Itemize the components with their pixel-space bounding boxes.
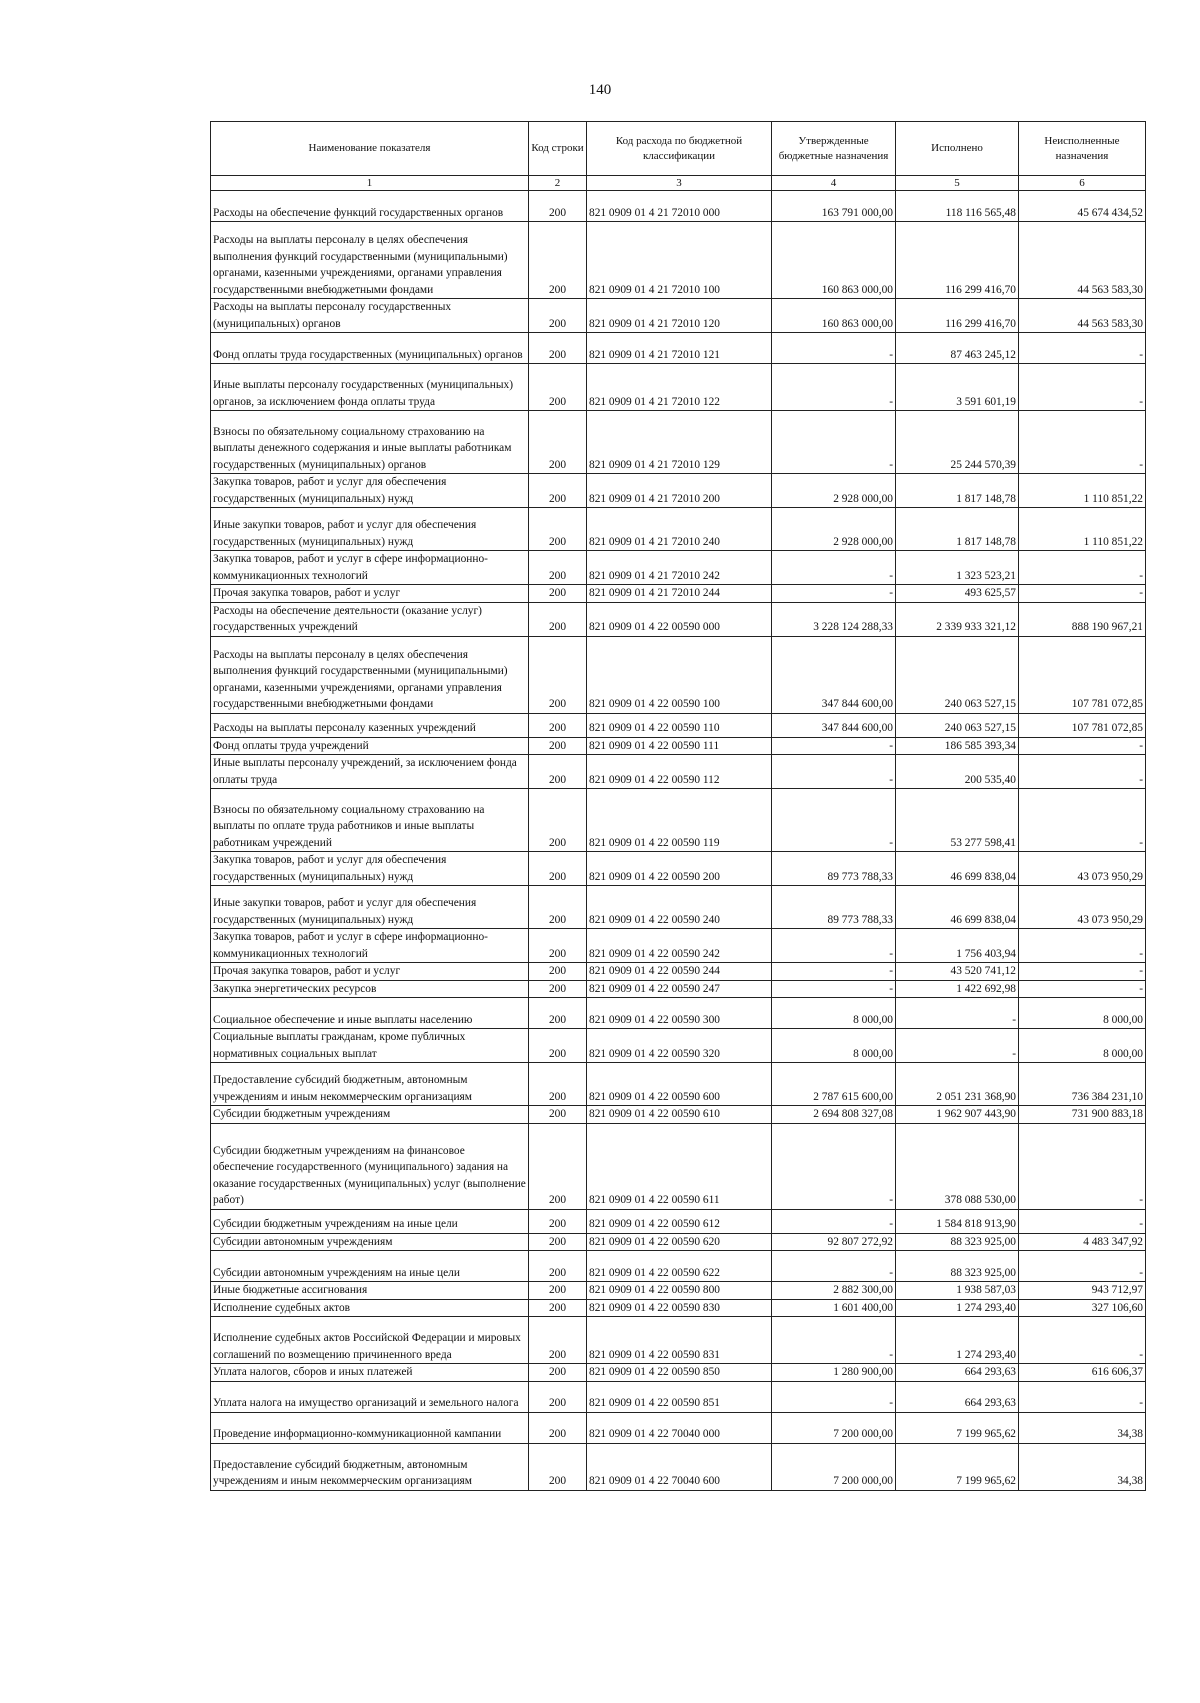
row-unexecuted-amount: - xyxy=(1019,585,1146,603)
row-approved-amount: - xyxy=(772,1209,896,1233)
table-row xyxy=(211,1317,1146,1364)
row-name: Взносы по обязательному социальному страхованию на выплаты по оплате труда работников и иные выплаты работникам учреждений xyxy=(211,789,529,852)
table-row xyxy=(211,1251,1146,1282)
row-name: Взносы по обязательному социальному страхованию на выплаты денежного содержания и иные выплаты работникам государственных (муниципальных) органов xyxy=(211,411,529,474)
row-name: Иные выплаты персоналу государственных (муниципальных) органов, за исключением фонда оплаты труда xyxy=(211,364,529,411)
row-line-code: 200 xyxy=(529,755,587,789)
row-line-code: 200 xyxy=(529,998,587,1029)
row-name: Фонд оплаты труда государственных (муниципальных) органов xyxy=(211,333,529,364)
row-name: Закупка товаров, работ и услуг в сфере информационно-коммуникационных технологий xyxy=(211,929,529,963)
table-row xyxy=(211,1364,1146,1382)
row-line-code: 200 xyxy=(529,1412,587,1443)
row-unexecuted-amount: 34,38 xyxy=(1019,1412,1146,1443)
row-unexecuted-amount: 1 110 851,22 xyxy=(1019,474,1146,508)
row-executed-amount: 46 699 838,04 xyxy=(896,852,1019,886)
row-unexecuted-amount: - xyxy=(1019,1123,1146,1209)
row-unexecuted-amount: - xyxy=(1019,737,1146,755)
row-unexecuted-amount: - xyxy=(1019,1251,1146,1282)
row-executed-amount: - xyxy=(896,1029,1019,1063)
row-budget-code: 821 0909 01 4 22 00590 200 xyxy=(587,852,772,886)
table-row xyxy=(211,411,1146,474)
table-row xyxy=(211,980,1146,998)
row-name: Фонд оплаты труда учреждений xyxy=(211,737,529,755)
row-executed-amount: 240 063 527,15 xyxy=(896,713,1019,737)
row-unexecuted-amount: - xyxy=(1019,789,1146,852)
row-executed-amount: 1 756 403,94 xyxy=(896,929,1019,963)
row-line-code: 200 xyxy=(529,636,587,713)
row-unexecuted-amount: - xyxy=(1019,551,1146,585)
row-line-code: 200 xyxy=(529,585,587,603)
row-line-code: 200 xyxy=(529,1282,587,1300)
table-row xyxy=(211,852,1146,886)
row-unexecuted-amount: 34,38 xyxy=(1019,1443,1146,1490)
row-budget-code: 821 0909 01 4 21 72010 122 xyxy=(587,364,772,411)
row-line-code: 200 xyxy=(529,713,587,737)
row-name: Иные бюджетные ассигнования xyxy=(211,1282,529,1300)
expenditure-table xyxy=(210,121,1146,1491)
row-executed-amount: 1 584 818 913,90 xyxy=(896,1209,1019,1233)
row-budget-code: 821 0909 01 4 22 00590 610 xyxy=(587,1106,772,1124)
row-unexecuted-amount: 107 781 072,85 xyxy=(1019,636,1146,713)
row-unexecuted-amount: - xyxy=(1019,929,1146,963)
row-name: Прочая закупка товаров, работ и услуг xyxy=(211,963,529,981)
header-name: Наименование показателя xyxy=(211,122,529,176)
row-name: Предоставление субсидий бюджетным, автономным учреждениям и иным некоммерческим организациям xyxy=(211,1443,529,1490)
row-budget-code: 821 0909 01 4 22 00590 851 xyxy=(587,1381,772,1412)
row-executed-amount: 7 199 965,62 xyxy=(896,1412,1019,1443)
row-unexecuted-amount: 943 712,97 xyxy=(1019,1282,1146,1300)
row-approved-amount: 2 694 808 327,08 xyxy=(772,1106,896,1124)
row-approved-amount: 89 773 788,33 xyxy=(772,886,896,929)
row-line-code: 200 xyxy=(529,886,587,929)
table-row xyxy=(211,737,1146,755)
row-line-code: 200 xyxy=(529,1299,587,1317)
row-approved-amount: 347 844 600,00 xyxy=(772,636,896,713)
table-row xyxy=(211,1106,1146,1124)
row-budget-code: 821 0909 01 4 22 00590 611 xyxy=(587,1123,772,1209)
row-approved-amount: - xyxy=(772,789,896,852)
row-name: Прочая закупка товаров, работ и услуг xyxy=(211,585,529,603)
row-name: Социальные выплаты гражданам, кроме публичных нормативных социальных выплат xyxy=(211,1029,529,1063)
row-name: Исполнение судебных актов xyxy=(211,1299,529,1317)
row-executed-amount: 3 591 601,19 xyxy=(896,364,1019,411)
row-budget-code: 821 0909 01 4 21 72010 242 xyxy=(587,551,772,585)
row-line-code: 200 xyxy=(529,1233,587,1251)
row-approved-amount: 1 601 400,00 xyxy=(772,1299,896,1317)
table-row xyxy=(211,1209,1146,1233)
row-executed-amount: 116 299 416,70 xyxy=(896,299,1019,333)
row-budget-code: 821 0909 01 4 22 00590 000 xyxy=(587,602,772,636)
row-name: Иные закупки товаров, работ и услуг для обеспечения государственных (муниципальных) нужд xyxy=(211,508,529,551)
row-budget-code: 821 0909 01 4 22 00590 622 xyxy=(587,1251,772,1282)
row-approved-amount: - xyxy=(772,364,896,411)
row-approved-amount: 2 928 000,00 xyxy=(772,474,896,508)
row-line-code: 200 xyxy=(529,1063,587,1106)
row-approved-amount: - xyxy=(772,1381,896,1412)
table-body xyxy=(211,191,1146,1491)
row-unexecuted-amount: - xyxy=(1019,963,1146,981)
row-unexecuted-amount: 888 190 967,21 xyxy=(1019,602,1146,636)
row-name: Субсидии автономным учреждениям на иные цели xyxy=(211,1251,529,1282)
row-budget-code: 821 0909 01 4 22 00590 620 xyxy=(587,1233,772,1251)
table-row xyxy=(211,333,1146,364)
row-line-code: 200 xyxy=(529,411,587,474)
row-executed-amount: 53 277 598,41 xyxy=(896,789,1019,852)
row-executed-amount: 1 938 587,03 xyxy=(896,1282,1019,1300)
table-row xyxy=(211,1029,1146,1063)
row-line-code: 200 xyxy=(529,1364,587,1382)
row-executed-amount: 88 323 925,00 xyxy=(896,1233,1019,1251)
row-unexecuted-amount: 45 674 434,52 xyxy=(1019,191,1146,222)
row-approved-amount: 160 863 000,00 xyxy=(772,299,896,333)
row-budget-code: 821 0909 01 4 21 72010 120 xyxy=(587,299,772,333)
column-number: 3 xyxy=(587,176,772,191)
row-executed-amount: 88 323 925,00 xyxy=(896,1251,1019,1282)
row-budget-code: 821 0909 01 4 22 00590 112 xyxy=(587,755,772,789)
row-approved-amount: 92 807 272,92 xyxy=(772,1233,896,1251)
row-name: Уплата налога на имущество организаций и земельного налога xyxy=(211,1381,529,1412)
row-line-code: 200 xyxy=(529,508,587,551)
row-budget-code: 821 0909 01 4 22 00590 850 xyxy=(587,1364,772,1382)
row-unexecuted-amount: - xyxy=(1019,1209,1146,1233)
row-budget-code: 821 0909 01 4 21 72010 129 xyxy=(587,411,772,474)
row-executed-amount: - xyxy=(896,998,1019,1029)
row-executed-amount: 664 293,63 xyxy=(896,1364,1019,1382)
row-line-code: 200 xyxy=(529,1209,587,1233)
table-row xyxy=(211,364,1146,411)
row-unexecuted-amount: 1 110 851,22 xyxy=(1019,508,1146,551)
row-line-code: 200 xyxy=(529,191,587,222)
row-unexecuted-amount: 616 606,37 xyxy=(1019,1364,1146,1382)
row-executed-amount: 7 199 965,62 xyxy=(896,1443,1019,1490)
table-row xyxy=(211,551,1146,585)
row-budget-code: 821 0909 01 4 22 00590 247 xyxy=(587,980,772,998)
header-unexecuted: Неисполненные назначения xyxy=(1019,122,1146,176)
table-row xyxy=(211,1123,1146,1209)
row-budget-code: 821 0909 01 4 22 00590 612 xyxy=(587,1209,772,1233)
row-approved-amount: 2 787 615 600,00 xyxy=(772,1063,896,1106)
row-name: Закупка товаров, работ и услуг для обеспечения государственных (муниципальных) нужд xyxy=(211,852,529,886)
page-number: 140 xyxy=(588,82,612,98)
row-approved-amount: - xyxy=(772,551,896,585)
row-unexecuted-amount: - xyxy=(1019,1381,1146,1412)
row-name: Предоставление субсидий бюджетным, автономным учреждениям и иным некоммерческим организациям xyxy=(211,1063,529,1106)
row-budget-code: 821 0909 01 4 21 72010 121 xyxy=(587,333,772,364)
table-row xyxy=(211,1063,1146,1106)
header-executed: Исполнено xyxy=(896,122,1019,176)
row-approved-amount: 160 863 000,00 xyxy=(772,222,896,299)
row-approved-amount: - xyxy=(772,755,896,789)
row-approved-amount: - xyxy=(772,980,896,998)
table-row xyxy=(211,755,1146,789)
row-unexecuted-amount: 4 483 347,92 xyxy=(1019,1233,1146,1251)
row-budget-code: 821 0909 01 4 22 00590 600 xyxy=(587,1063,772,1106)
row-name: Проведение информационно-коммуникационной кампании xyxy=(211,1412,529,1443)
row-unexecuted-amount: 44 563 583,30 xyxy=(1019,299,1146,333)
row-executed-amount: 116 299 416,70 xyxy=(896,222,1019,299)
table-row xyxy=(211,1299,1146,1317)
row-budget-code: 821 0909 01 4 22 00590 300 xyxy=(587,998,772,1029)
row-line-code: 200 xyxy=(529,551,587,585)
header-row xyxy=(211,122,1146,176)
row-budget-code: 821 0909 01 4 21 72010 244 xyxy=(587,585,772,603)
row-unexecuted-amount: - xyxy=(1019,364,1146,411)
row-executed-amount: 1 323 523,21 xyxy=(896,551,1019,585)
row-line-code: 200 xyxy=(529,333,587,364)
header-approved: Утвержденные бюджетные назначения xyxy=(772,122,896,176)
row-approved-amount: 2 882 300,00 xyxy=(772,1282,896,1300)
row-approved-amount: 8 000,00 xyxy=(772,998,896,1029)
row-executed-amount: 1 817 148,78 xyxy=(896,474,1019,508)
table-row xyxy=(211,222,1146,299)
row-line-code: 200 xyxy=(529,1106,587,1124)
row-approved-amount: 1 280 900,00 xyxy=(772,1364,896,1382)
row-approved-amount: 89 773 788,33 xyxy=(772,852,896,886)
row-budget-code: 821 0909 01 4 22 00590 111 xyxy=(587,737,772,755)
row-line-code: 200 xyxy=(529,1381,587,1412)
row-name: Закупка товаров, работ и услуг в сфере информационно-коммуникационных технологий xyxy=(211,551,529,585)
row-unexecuted-amount: 44 563 583,30 xyxy=(1019,222,1146,299)
row-budget-code: 821 0909 01 4 22 00590 240 xyxy=(587,886,772,929)
row-executed-amount: 186 585 393,34 xyxy=(896,737,1019,755)
row-approved-amount: 7 200 000,00 xyxy=(772,1412,896,1443)
row-name: Субсидии бюджетным учреждениям на иные цели xyxy=(211,1209,529,1233)
row-line-code: 200 xyxy=(529,852,587,886)
table-row xyxy=(211,474,1146,508)
row-unexecuted-amount: - xyxy=(1019,411,1146,474)
row-line-code: 200 xyxy=(529,929,587,963)
row-unexecuted-amount: 107 781 072,85 xyxy=(1019,713,1146,737)
row-line-code: 200 xyxy=(529,737,587,755)
table-row xyxy=(211,886,1146,929)
row-executed-amount: 43 520 741,12 xyxy=(896,963,1019,981)
row-approved-amount: 163 791 000,00 xyxy=(772,191,896,222)
row-executed-amount: 240 063 527,15 xyxy=(896,636,1019,713)
row-name: Субсидии бюджетным учреждениям на финансовое обеспечение государственного (муниципального) задания на оказание государственных (муниципальных) услуг (выполнение работ) xyxy=(211,1123,529,1209)
row-line-code: 200 xyxy=(529,789,587,852)
row-name: Иные выплаты персоналу учреждений, за исключением фонда оплаты труда xyxy=(211,755,529,789)
row-approved-amount: 7 200 000,00 xyxy=(772,1443,896,1490)
row-executed-amount: 1 962 907 443,90 xyxy=(896,1106,1019,1124)
row-approved-amount: - xyxy=(772,1317,896,1364)
row-budget-code: 821 0909 01 4 22 00590 242 xyxy=(587,929,772,963)
row-executed-amount: 87 463 245,12 xyxy=(896,333,1019,364)
row-approved-amount: - xyxy=(772,585,896,603)
row-executed-amount: 200 535,40 xyxy=(896,755,1019,789)
column-number: 2 xyxy=(529,176,587,191)
table-row xyxy=(211,713,1146,737)
row-line-code: 200 xyxy=(529,474,587,508)
row-executed-amount: 118 116 565,48 xyxy=(896,191,1019,222)
row-unexecuted-amount: 43 073 950,29 xyxy=(1019,886,1146,929)
row-line-code: 200 xyxy=(529,364,587,411)
row-line-code: 200 xyxy=(529,963,587,981)
table-row xyxy=(211,789,1146,852)
column-number-row xyxy=(211,176,1146,191)
table-row xyxy=(211,508,1146,551)
row-executed-amount: 1 422 692,98 xyxy=(896,980,1019,998)
table-row xyxy=(211,585,1146,603)
row-executed-amount: 1 817 148,78 xyxy=(896,508,1019,551)
row-line-code: 200 xyxy=(529,1317,587,1364)
column-number: 5 xyxy=(896,176,1019,191)
row-name: Расходы на выплаты персоналу в целях обеспечения выполнения функций государственными (муниципальными) органами, казенными учреждениями, органами управления государственными внебюджетными фондами xyxy=(211,222,529,299)
row-unexecuted-amount: 736 384 231,10 xyxy=(1019,1063,1146,1106)
row-unexecuted-amount: 8 000,00 xyxy=(1019,998,1146,1029)
row-line-code: 200 xyxy=(529,1443,587,1490)
row-executed-amount: 1 274 293,40 xyxy=(896,1299,1019,1317)
row-executed-amount: 664 293,63 xyxy=(896,1381,1019,1412)
row-budget-code: 821 0909 01 4 21 72010 240 xyxy=(587,508,772,551)
column-number: 4 xyxy=(772,176,896,191)
row-name: Иные закупки товаров, работ и услуг для обеспечения государственных (муниципальных) нужд xyxy=(211,886,529,929)
row-budget-code: 821 0909 01 4 22 70040 000 xyxy=(587,1412,772,1443)
row-line-code: 200 xyxy=(529,602,587,636)
row-name: Расходы на выплаты персоналу казенных учреждений xyxy=(211,713,529,737)
row-unexecuted-amount: - xyxy=(1019,333,1146,364)
table-row xyxy=(211,602,1146,636)
row-name: Социальное обеспечение и иные выплаты населению xyxy=(211,998,529,1029)
row-executed-amount: 378 088 530,00 xyxy=(896,1123,1019,1209)
row-budget-code: 821 0909 01 4 22 00590 244 xyxy=(587,963,772,981)
table-row xyxy=(211,929,1146,963)
row-unexecuted-amount: 327 106,60 xyxy=(1019,1299,1146,1317)
table-row xyxy=(211,963,1146,981)
row-executed-amount: 2 339 933 321,12 xyxy=(896,602,1019,636)
row-line-code: 200 xyxy=(529,299,587,333)
row-line-code: 200 xyxy=(529,222,587,299)
row-approved-amount: 2 928 000,00 xyxy=(772,508,896,551)
row-name: Расходы на выплаты персоналу в целях обеспечения выполнения функций государственными (муниципальными) органами, казенными учреждениями, органами управления государственными внебюджетными фондами xyxy=(211,636,529,713)
table-row xyxy=(211,1381,1146,1412)
row-name: Субсидии автономным учреждениям xyxy=(211,1233,529,1251)
row-budget-code: 821 0909 01 4 22 00590 831 xyxy=(587,1317,772,1364)
row-budget-code: 821 0909 01 4 21 72010 100 xyxy=(587,222,772,299)
row-executed-amount: 25 244 570,39 xyxy=(896,411,1019,474)
row-executed-amount: 46 699 838,04 xyxy=(896,886,1019,929)
table-row xyxy=(211,299,1146,333)
header-code: Код расхода по бюджетной классификации xyxy=(587,122,772,176)
header-line: Код строки xyxy=(529,122,587,176)
row-line-code: 200 xyxy=(529,980,587,998)
row-approved-amount: - xyxy=(772,1251,896,1282)
row-name: Расходы на обеспечение функций государственных органов xyxy=(211,191,529,222)
row-executed-amount: 493 625,57 xyxy=(896,585,1019,603)
column-number: 6 xyxy=(1019,176,1146,191)
row-approved-amount: 347 844 600,00 xyxy=(772,713,896,737)
row-approved-amount: - xyxy=(772,737,896,755)
table-row xyxy=(211,1233,1146,1251)
row-name: Закупка товаров, работ и услуг для обеспечения государственных (муниципальных) нужд xyxy=(211,474,529,508)
row-budget-code: 821 0909 01 4 21 72010 200 xyxy=(587,474,772,508)
row-approved-amount: - xyxy=(772,1123,896,1209)
row-line-code: 200 xyxy=(529,1029,587,1063)
row-budget-code: 821 0909 01 4 22 00590 800 xyxy=(587,1282,772,1300)
row-budget-code: 821 0909 01 4 22 00590 100 xyxy=(587,636,772,713)
row-approved-amount: 8 000,00 xyxy=(772,1029,896,1063)
row-approved-amount: - xyxy=(772,963,896,981)
table-row xyxy=(211,998,1146,1029)
row-name: Субсидии бюджетным учреждениям xyxy=(211,1106,529,1124)
row-unexecuted-amount: 731 900 883,18 xyxy=(1019,1106,1146,1124)
row-executed-amount: 2 051 231 368,90 xyxy=(896,1063,1019,1106)
row-unexecuted-amount: - xyxy=(1019,980,1146,998)
row-line-code: 200 xyxy=(529,1123,587,1209)
row-unexecuted-amount: - xyxy=(1019,1317,1146,1364)
row-budget-code: 821 0909 01 4 22 00590 110 xyxy=(587,713,772,737)
row-line-code: 200 xyxy=(529,1251,587,1282)
row-name: Исполнение судебных актов Российской Федерации и мировых соглашений по возмещению причиненного вреда xyxy=(211,1317,529,1364)
table-row xyxy=(211,1443,1146,1490)
table-row xyxy=(211,191,1146,222)
row-budget-code: 821 0909 01 4 22 00590 320 xyxy=(587,1029,772,1063)
table-row xyxy=(211,1282,1146,1300)
row-budget-code: 821 0909 01 4 22 00590 119 xyxy=(587,789,772,852)
table-row xyxy=(211,636,1146,713)
table-row xyxy=(211,1412,1146,1443)
row-name: Расходы на выплаты персоналу государственных (муниципальных) органов xyxy=(211,299,529,333)
row-approved-amount: - xyxy=(772,929,896,963)
row-unexecuted-amount: - xyxy=(1019,755,1146,789)
row-unexecuted-amount: 43 073 950,29 xyxy=(1019,852,1146,886)
column-number: 1 xyxy=(211,176,529,191)
row-unexecuted-amount: 8 000,00 xyxy=(1019,1029,1146,1063)
row-executed-amount: 1 274 293,40 xyxy=(896,1317,1019,1364)
row-approved-amount: 3 228 124 288,33 xyxy=(772,602,896,636)
row-name: Уплата налогов, сборов и иных платежей xyxy=(211,1364,529,1382)
row-budget-code: 821 0909 01 4 21 72010 000 xyxy=(587,191,772,222)
row-name: Закупка энергетических ресурсов xyxy=(211,980,529,998)
row-budget-code: 821 0909 01 4 22 00590 830 xyxy=(587,1299,772,1317)
row-name: Расходы на обеспечение деятельности (оказание услуг) государственных учреждений xyxy=(211,602,529,636)
row-approved-amount: - xyxy=(772,411,896,474)
row-budget-code: 821 0909 01 4 22 70040 600 xyxy=(587,1443,772,1490)
row-approved-amount: - xyxy=(772,333,896,364)
